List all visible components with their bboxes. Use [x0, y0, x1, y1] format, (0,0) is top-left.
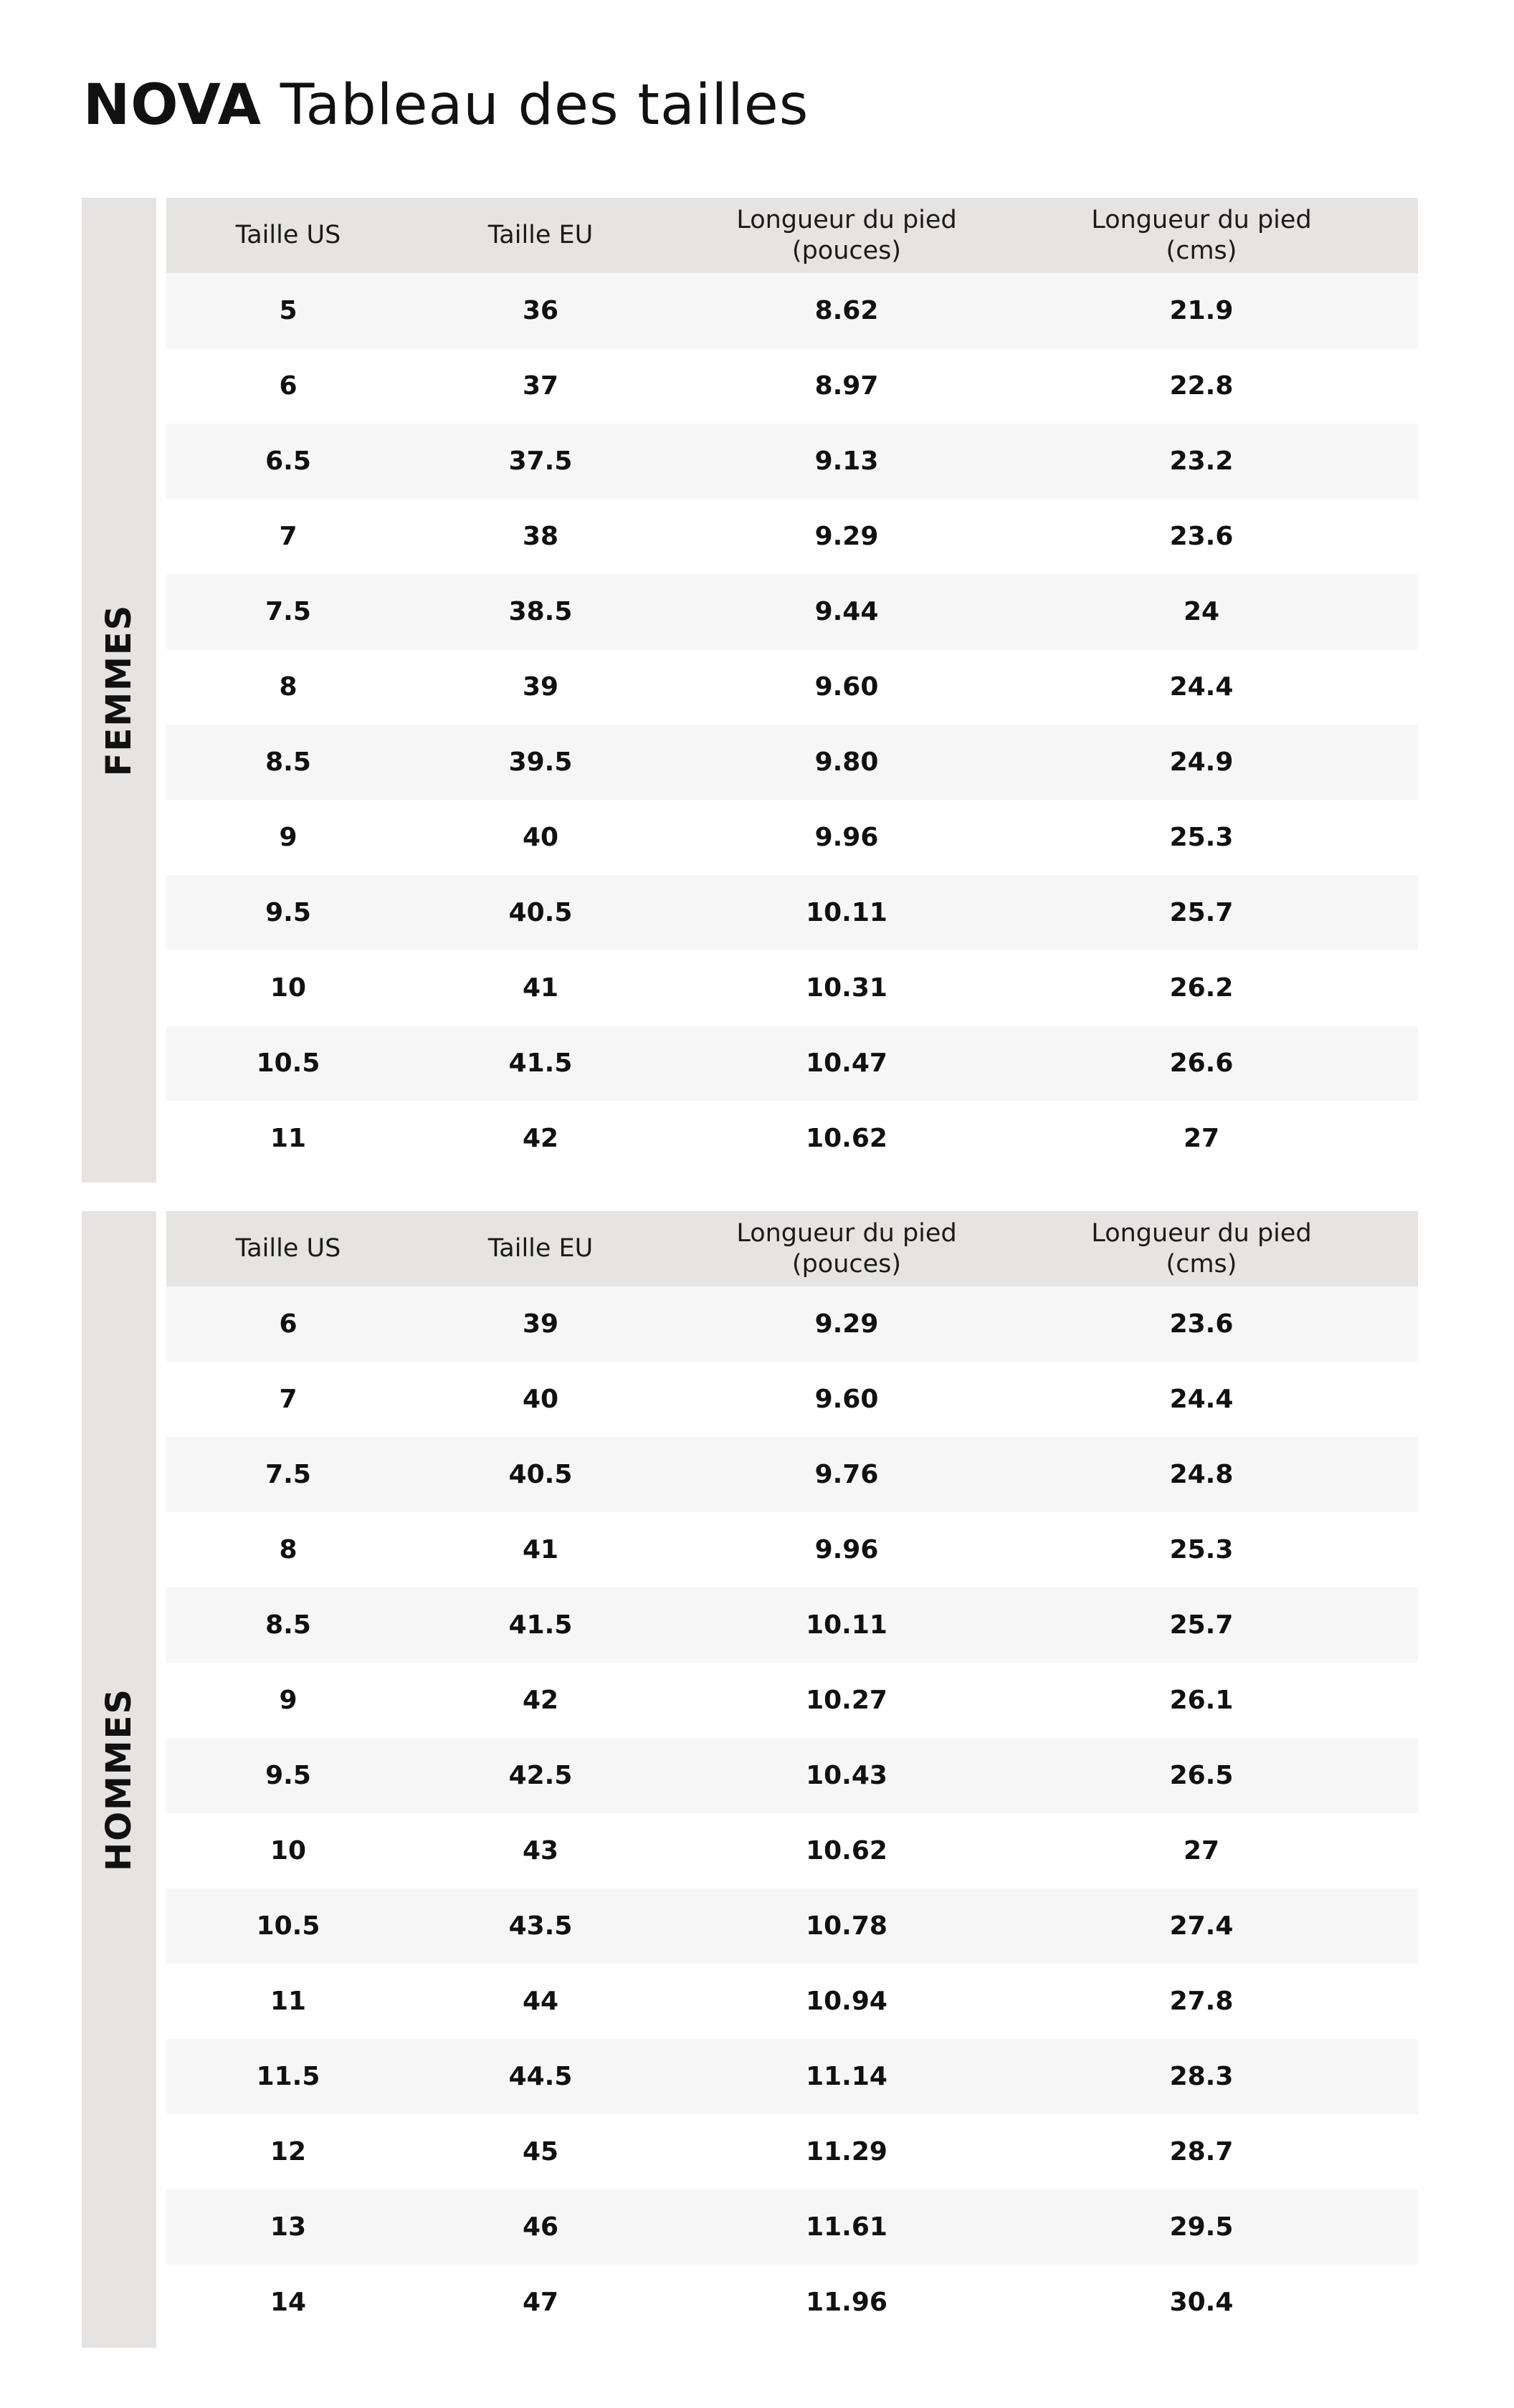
- eu-size-header: Taille EU: [487, 1234, 594, 1263]
- eu-size-cell: 40: [522, 1384, 559, 1414]
- eu-size-cell: 45: [522, 2136, 559, 2166]
- eu-size-cell: 37.5: [508, 446, 573, 476]
- table-row: [166, 725, 1418, 800]
- table-row: [166, 1512, 1418, 1587]
- table-row: [166, 574, 1418, 649]
- foot-length-cm-cell: 21.9: [1169, 295, 1234, 325]
- foot-length-inches-header: Longueur du pied (pouces): [736, 1218, 957, 1279]
- us-size-cell: 7.5: [265, 1459, 311, 1489]
- foot-length-inches-cell: 10.62: [806, 1835, 887, 1865]
- foot-length-cm-cell: 25.3: [1169, 1534, 1234, 1564]
- foot-length-inches-cell: 9.96: [814, 1534, 879, 1564]
- foot-length-cm-cell: 28.3: [1169, 2061, 1234, 2091]
- foot-length-cm-cell: 23.6: [1169, 521, 1234, 551]
- brand-name: NOVA: [83, 73, 262, 138]
- size-table: [166, 198, 1418, 1176]
- us-size-header: Taille US: [235, 221, 341, 249]
- us-size-cell: 7: [279, 521, 297, 551]
- table-row: [166, 1026, 1418, 1101]
- eu-size-cell: 40: [522, 822, 559, 852]
- foot-length-inches-cell: 9.29: [814, 521, 879, 551]
- foot-length-cm-cell: 26.5: [1169, 1760, 1234, 1790]
- foot-length-cm-cell: 24: [1183, 596, 1220, 626]
- us-size-cell: 8: [279, 1534, 297, 1564]
- table-row: [166, 1437, 1418, 1512]
- section-side-bar: [82, 1211, 156, 2348]
- us-size-cell: 8: [279, 672, 297, 702]
- eu-size-cell: 38.5: [508, 596, 573, 626]
- table-row: [166, 1101, 1418, 1176]
- foot-length-inches-cell: 10.78: [806, 1911, 887, 1941]
- us-size-cell: 6: [279, 371, 297, 401]
- foot-length-inches-cell: 10.94: [806, 1986, 887, 2016]
- foot-length-inches-cell: 10.11: [806, 897, 887, 927]
- foot-length-cm-cell: 24.9: [1169, 747, 1234, 777]
- foot-length-cm-cell: 25.3: [1169, 822, 1234, 852]
- table-row: [166, 1813, 1418, 1888]
- eu-size-cell: 44: [522, 1986, 559, 2016]
- table-row: [166, 1888, 1418, 1964]
- us-size-cell: 10: [270, 973, 307, 1003]
- foot-length-inches-cell: 11.14: [806, 2061, 887, 2091]
- us-size-cell: 11: [270, 1986, 307, 2016]
- us-size-cell: 9.5: [265, 1760, 311, 1790]
- foot-length-inches-cell: 9.80: [814, 747, 879, 777]
- us-size-cell: 8.5: [265, 1610, 311, 1640]
- table-row: [166, 1362, 1418, 1437]
- table-row: [166, 499, 1418, 574]
- eu-size-cell: 39.5: [508, 747, 573, 777]
- eu-size-header: Taille EU: [487, 221, 594, 249]
- foot-length-inches-cell: 9.96: [814, 822, 879, 852]
- foot-length-inches-cell: 10.43: [806, 1760, 887, 1790]
- table-row: [166, 1738, 1418, 1813]
- eu-size-cell: 39: [522, 672, 559, 702]
- eu-size-cell: 46: [522, 2212, 559, 2242]
- section-label: FEMMES: [99, 603, 139, 777]
- size-table: [166, 1211, 1418, 2340]
- foot-length-cm-cell: 30.4: [1169, 2287, 1234, 2317]
- eu-size-cell: 43: [522, 1835, 559, 1865]
- us-size-cell: 7.5: [265, 596, 311, 626]
- us-size-cell: 14: [270, 2287, 307, 2317]
- table-header-row: [166, 1211, 1418, 1286]
- foot-length-inches-cell: 10.27: [806, 1685, 887, 1715]
- foot-length-cm-cell: 27.8: [1169, 1986, 1234, 2016]
- eu-size-cell: 47: [522, 2287, 559, 2317]
- foot-length-inches-cell: 11.61: [806, 2212, 887, 2242]
- table-row: [166, 950, 1418, 1026]
- eu-size-cell: 43.5: [508, 1911, 573, 1941]
- us-size-cell: 10: [270, 1835, 307, 1865]
- foot-length-inches-cell: 9.44: [814, 596, 879, 626]
- foot-length-cm-header: Longueur du pied (cms): [1091, 1218, 1312, 1279]
- us-size-cell: 6: [279, 1309, 297, 1339]
- foot-length-inches-cell: 10.47: [806, 1048, 887, 1078]
- foot-length-cm-cell: 27: [1183, 1835, 1220, 1865]
- foot-length-cm-cell: 24.4: [1169, 1384, 1234, 1414]
- eu-size-cell: 39: [522, 1309, 559, 1339]
- title-text: Tableau des tailles: [280, 73, 809, 138]
- eu-size-cell: 42: [522, 1123, 559, 1153]
- table-row: [166, 1964, 1418, 2039]
- table-row: [166, 2114, 1418, 2189]
- us-size-cell: 7: [279, 1384, 297, 1414]
- us-size-cell: 12: [270, 2136, 307, 2166]
- foot-length-inches-cell: 9.60: [814, 672, 879, 702]
- table-row: [166, 1286, 1418, 1362]
- eu-size-cell: 41: [522, 973, 559, 1003]
- foot-length-inches-cell: 9.13: [814, 446, 879, 476]
- us-size-cell: 9.5: [265, 897, 311, 927]
- section-side-bar: [82, 198, 156, 1182]
- foot-length-cm-cell: 26.6: [1169, 1048, 1234, 1078]
- us-size-cell: 6.5: [265, 446, 311, 476]
- eu-size-cell: 42: [522, 1685, 559, 1715]
- table-header-row: [166, 198, 1418, 273]
- table-row: [166, 273, 1418, 348]
- foot-length-inches-cell: 9.60: [814, 1384, 879, 1414]
- us-size-cell: 10.5: [256, 1911, 320, 1941]
- eu-size-cell: 36: [522, 295, 559, 325]
- foot-length-cm-cell: 25.7: [1169, 1610, 1234, 1640]
- foot-length-inches-cell: 9.76: [814, 1459, 879, 1489]
- foot-length-cm-cell: 27.4: [1169, 1911, 1234, 1941]
- foot-length-inches-cell: 8.62: [814, 295, 879, 325]
- foot-length-cm-cell: 26.2: [1169, 973, 1234, 1003]
- foot-length-inches-cell: 10.62: [806, 1123, 887, 1153]
- foot-length-inches-cell: 11.96: [806, 2287, 887, 2317]
- eu-size-cell: 41.5: [508, 1048, 573, 1078]
- foot-length-cm-cell: 29.5: [1169, 2212, 1234, 2242]
- table-row: [166, 649, 1418, 725]
- section-label: HOMMES: [99, 1688, 139, 1871]
- us-size-cell: 13: [270, 2212, 307, 2242]
- foot-length-cm-cell: 25.7: [1169, 897, 1234, 927]
- foot-length-cm-cell: 23.6: [1169, 1309, 1234, 1339]
- foot-length-cm-header: Longueur du pied (cms): [1091, 205, 1312, 265]
- eu-size-cell: 42.5: [508, 1760, 573, 1790]
- table-row: [166, 2189, 1418, 2265]
- foot-length-inches-cell: 10.31: [806, 973, 887, 1003]
- table-row: [166, 348, 1418, 424]
- table-row: [166, 1587, 1418, 1663]
- eu-size-cell: 37: [522, 371, 559, 401]
- foot-length-cm-cell: 24.8: [1169, 1459, 1234, 1489]
- foot-length-inches-cell: 9.29: [814, 1309, 879, 1339]
- us-size-cell: 5: [279, 295, 297, 325]
- table-row: [166, 2039, 1418, 2114]
- foot-length-inches-cell: 8.97: [814, 371, 879, 401]
- table-row: [166, 875, 1418, 950]
- eu-size-cell: 41.5: [508, 1610, 573, 1640]
- size-section-men: [82, 1211, 1418, 2348]
- foot-length-cm-cell: 26.1: [1169, 1685, 1234, 1715]
- table-row: [166, 800, 1418, 875]
- eu-size-cell: 41: [522, 1534, 559, 1564]
- table-row: [166, 424, 1418, 499]
- table-row: [166, 2265, 1418, 2340]
- us-size-cell: 11: [270, 1123, 307, 1153]
- us-size-header: Taille US: [235, 1234, 341, 1263]
- eu-size-cell: 40.5: [508, 897, 573, 927]
- foot-length-cm-cell: 22.8: [1169, 371, 1234, 401]
- foot-length-inches-header: Longueur du pied (pouces): [736, 205, 957, 265]
- us-size-cell: 8.5: [265, 747, 311, 777]
- size-section-women: [82, 198, 1418, 1182]
- us-size-cell: 9: [279, 1685, 297, 1715]
- foot-length-cm-cell: 23.2: [1169, 446, 1234, 476]
- foot-length-inches-cell: 10.11: [806, 1610, 887, 1640]
- eu-size-cell: 44.5: [508, 2061, 573, 2091]
- eu-size-cell: 38: [522, 521, 559, 551]
- us-size-cell: 9: [279, 822, 297, 852]
- table-row: [166, 1663, 1418, 1738]
- foot-length-cm-cell: 28.7: [1169, 2136, 1234, 2166]
- us-size-cell: 10.5: [256, 1048, 320, 1078]
- foot-length-inches-cell: 11.29: [806, 2136, 887, 2166]
- foot-length-cm-cell: 24.4: [1169, 672, 1234, 702]
- page-title: [83, 66, 809, 145]
- us-size-cell: 11.5: [256, 2061, 320, 2091]
- foot-length-cm-cell: 27: [1183, 1123, 1220, 1153]
- eu-size-cell: 40.5: [508, 1459, 573, 1489]
